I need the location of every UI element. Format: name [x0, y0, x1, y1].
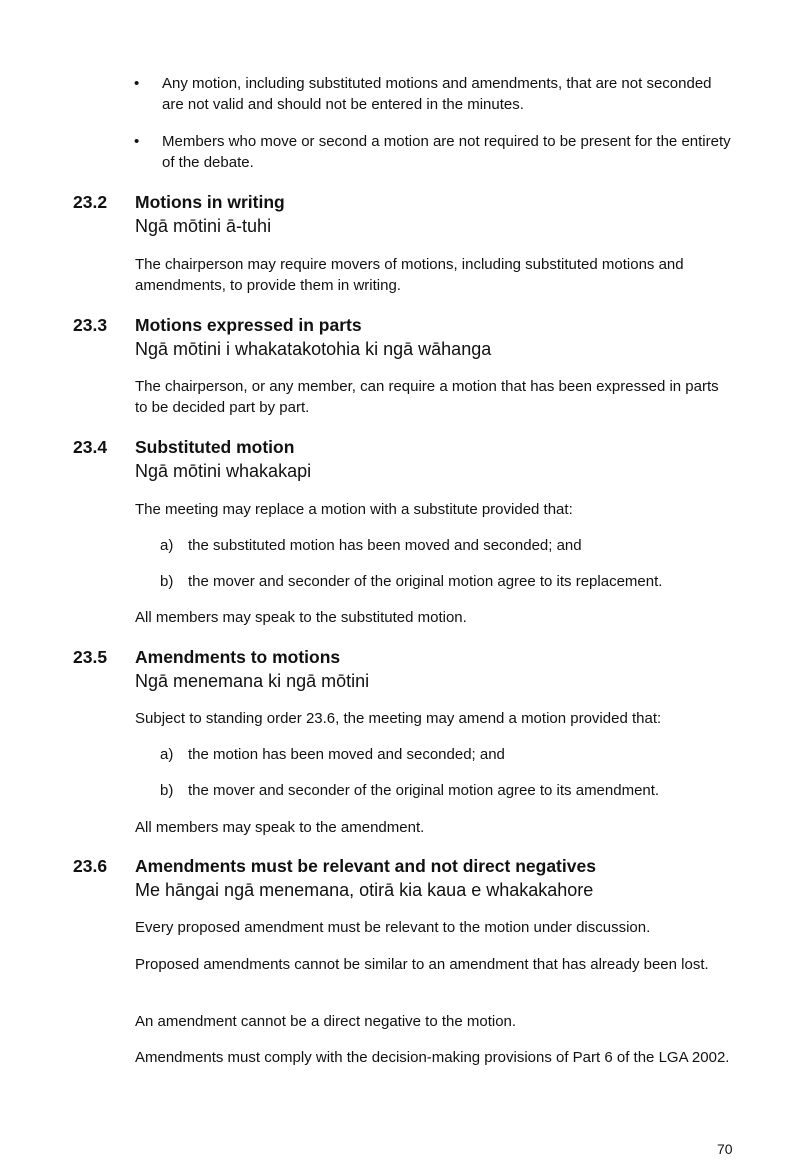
section-number: 23.3 — [73, 315, 108, 335]
bullet-item: • Members who move or second a motion are not required to be present for the entirety of the debate. — [134, 131, 734, 173]
section-subtitle: Ngā mōtini i whakatakotohia ki ngā wāhanga — [135, 339, 492, 359]
section-subtitle: Ngā menemana ki ngā mōtini — [135, 671, 370, 691]
list-item — [160, 571, 735, 592]
section-subtitle: Ngā mōtini whakakapi — [135, 461, 312, 481]
section-title: Substituted motion — [135, 437, 295, 457]
list-item-text: the substituted motion has been moved and seconded; and — [188, 537, 582, 554]
paragraph: Amendments must comply with the decision-making provisions of Part 6 of the LGA 2002. — [135, 1049, 730, 1066]
section-title: Motions expressed in parts — [135, 315, 362, 335]
paragraph: An amendment cannot be a direct negative to the motion. — [135, 1013, 517, 1030]
paragraph: The chairperson, or any member, can require a motion that has been expressed in parts to be decided part by part. — [135, 378, 719, 416]
list-marker: a) — [160, 746, 174, 763]
paragraph: All members may speak to the amendment. — [135, 819, 425, 836]
paragraph: The chairperson may require movers of motions, including substituted motions and amendments, to provide them in writing. — [135, 256, 684, 294]
list-marker: b) — [160, 573, 174, 590]
list-item — [160, 744, 735, 765]
list-marker: b) — [160, 782, 174, 799]
paragraph: Subject to standing order 23.6, the meeting may amend a motion provided that: — [135, 710, 662, 727]
list-marker: a) — [160, 537, 174, 554]
paragraph: Proposed amendments cannot be similar to an amendment that has already been lost. — [135, 956, 709, 973]
paragraph: Every proposed amendment must be relevant to the motion under discussion. — [135, 919, 651, 936]
section-number: 23.4 — [73, 437, 108, 457]
section-number: 23.5 — [73, 647, 108, 667]
section-number: 23.2 — [73, 192, 108, 212]
section-title: Amendments must be relevant and not direct negatives — [135, 856, 596, 876]
section-subtitle: Me hāngai ngā menemana, otirā kia kaua e whakakahore — [135, 880, 594, 900]
bullet-item: • Any motion, including substituted motions and amendments, that are not seconded are not valid and should not be entered in the minutes. — [134, 73, 734, 115]
bullet-list — [134, 73, 734, 189]
paragraph: The meeting may replace a motion with a substitute provided that: — [135, 501, 573, 518]
list-item-text: the motion has been moved and seconded; and — [188, 746, 505, 763]
list-item — [160, 780, 735, 801]
list-item — [160, 535, 735, 556]
page-number: 70 — [717, 1141, 733, 1157]
section-title: Motions in writing — [135, 192, 285, 212]
section-subtitle: Ngā mōtini ā-tuhi — [135, 216, 272, 236]
section-title: Amendments to motions — [135, 647, 341, 667]
section-number: 23.6 — [73, 856, 108, 876]
paragraph: All members may speak to the substituted motion. — [135, 609, 467, 626]
list-item-text: the mover and seconder of the original motion agree to its replacement. — [188, 573, 663, 590]
list-item-text: the mover and seconder of the original motion agree to its amendment. — [188, 782, 660, 799]
